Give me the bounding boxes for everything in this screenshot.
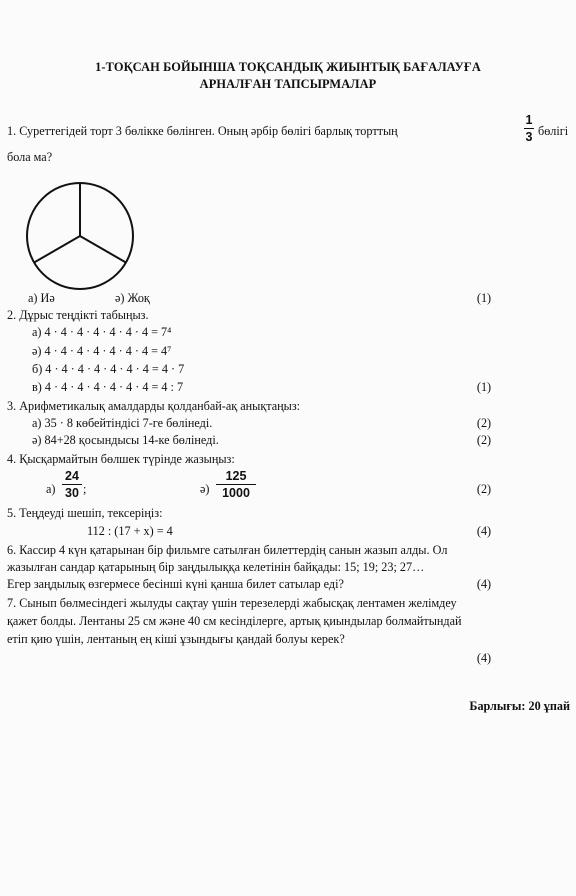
- q4-b-label: ә): [200, 482, 210, 496]
- q1-tail: бөлігі: [538, 124, 569, 138]
- cake-circle-diagram: [24, 180, 136, 292]
- q1-points: (1): [476, 291, 492, 305]
- q5-points: (4): [476, 524, 492, 538]
- fraction-bar: [216, 484, 256, 485]
- title-line-2: АРНАЛҒАН ТАПСЫРМАЛАР: [199, 77, 377, 91]
- q1-option-b: ә) Жоқ: [115, 291, 150, 305]
- q4-text: 4. Қысқармайтын бөлшек түрінде жазыңыз:: [7, 452, 235, 466]
- q1-fraction: [524, 113, 534, 144]
- q4-a-label: а): [46, 482, 56, 496]
- q4-b-denominator: 1000: [222, 486, 250, 500]
- q3-item-a-points: (2): [476, 416, 492, 430]
- q3-item-b: ә) 84+28 қосындысы 14-ке бөлінеді.: [32, 433, 219, 447]
- q5-equation: 112 : (17 + x) = 4: [87, 524, 173, 538]
- q7-line-1: 7. Сынып бөлмесіндегі жылуды сақтау үшін терезелерді жабысқақ лентамен желімдеу: [7, 596, 457, 610]
- q7-points: (4): [476, 651, 492, 665]
- q1-fraction-denominator: 3: [525, 130, 533, 144]
- fraction-bar: [524, 128, 534, 129]
- q2-option-b: ә) 4 · 4 · 4 · 4 · 4 · 4 · 4 = 4⁷: [32, 344, 172, 358]
- q3-item-b-points: (2): [476, 433, 492, 447]
- total-score: Барлығы: 20 ұпай: [469, 699, 570, 713]
- q2-points: (1): [476, 380, 492, 394]
- q1-option-a: а) Иә: [28, 291, 55, 305]
- q5-text: 5. Теңдеуді шешіп, тексеріңіз:: [7, 506, 163, 520]
- q4-a-denominator: 30: [65, 486, 79, 500]
- q1-text: 1. Суреттегідей торт 3 бөлікке бөлінген. Оның әрбір бөлігі барлық торттың: [7, 124, 398, 138]
- q2-text: 2. Дұрыс теңдікті табыңыз.: [7, 308, 149, 322]
- q4-points: (2): [476, 482, 492, 496]
- q1-text-2: бола ма?: [7, 150, 53, 164]
- q4-a-numerator: 24: [65, 469, 79, 483]
- q4-a-separator: ;: [83, 482, 87, 496]
- q2-option-a: а) 4 · 4 · 4 · 4 · 4 · 4 · 4 = 7⁴: [32, 325, 172, 339]
- title-line-1: 1-ТОҚСАН БОЙЫНША ТОҚСАНДЫҚ ЖИЫНТЫҚ БАҒАЛАУҒА: [95, 60, 481, 74]
- q6-line-3: Егер заңдылық өзгермесе бесінші күні қанша билет сатылар еді?: [7, 577, 344, 591]
- q7-line-3: етіп қию үшін, лентаның ең кіші ұзындығы қандай болуы керек?: [7, 632, 345, 646]
- q3-item-a: а) 35 · 8 көбейтіндісі 7-ге бөлінеді.: [32, 416, 213, 430]
- q6-line-2: жазылған сандар қатарының бір заңдылыққа келетінін байқады: 15; 19; 23; 27…: [7, 560, 425, 574]
- q1-fraction-numerator: 1: [525, 113, 533, 127]
- q7-line-2: қажет болды. Лентаны 25 см және 40 см кесінділерге, артық қиындылар болмайтындай: [7, 614, 462, 628]
- q4-a-fraction: [62, 469, 82, 500]
- q3-text: 3. Арифметикалық амалдарды қолданбай-ақ анықтаңыз:: [7, 399, 301, 413]
- q4-b-numerator: 125: [225, 469, 247, 483]
- q2-option-c: б) 4 · 4 · 4 · 4 · 4 · 4 · 4 = 4 · 7: [32, 362, 185, 376]
- q6-line-1: 6. Кассир 4 күн қатарынан бір фильмге сатылған билеттердің санын жазып алды. Ол: [7, 543, 448, 557]
- q2-option-d: в) 4 · 4 · 4 · 4 · 4 · 4 · 4 = 4 : 7: [32, 380, 184, 394]
- q4-b-fraction: [216, 469, 256, 500]
- q6-points: (4): [476, 577, 492, 591]
- fraction-bar: [62, 484, 82, 485]
